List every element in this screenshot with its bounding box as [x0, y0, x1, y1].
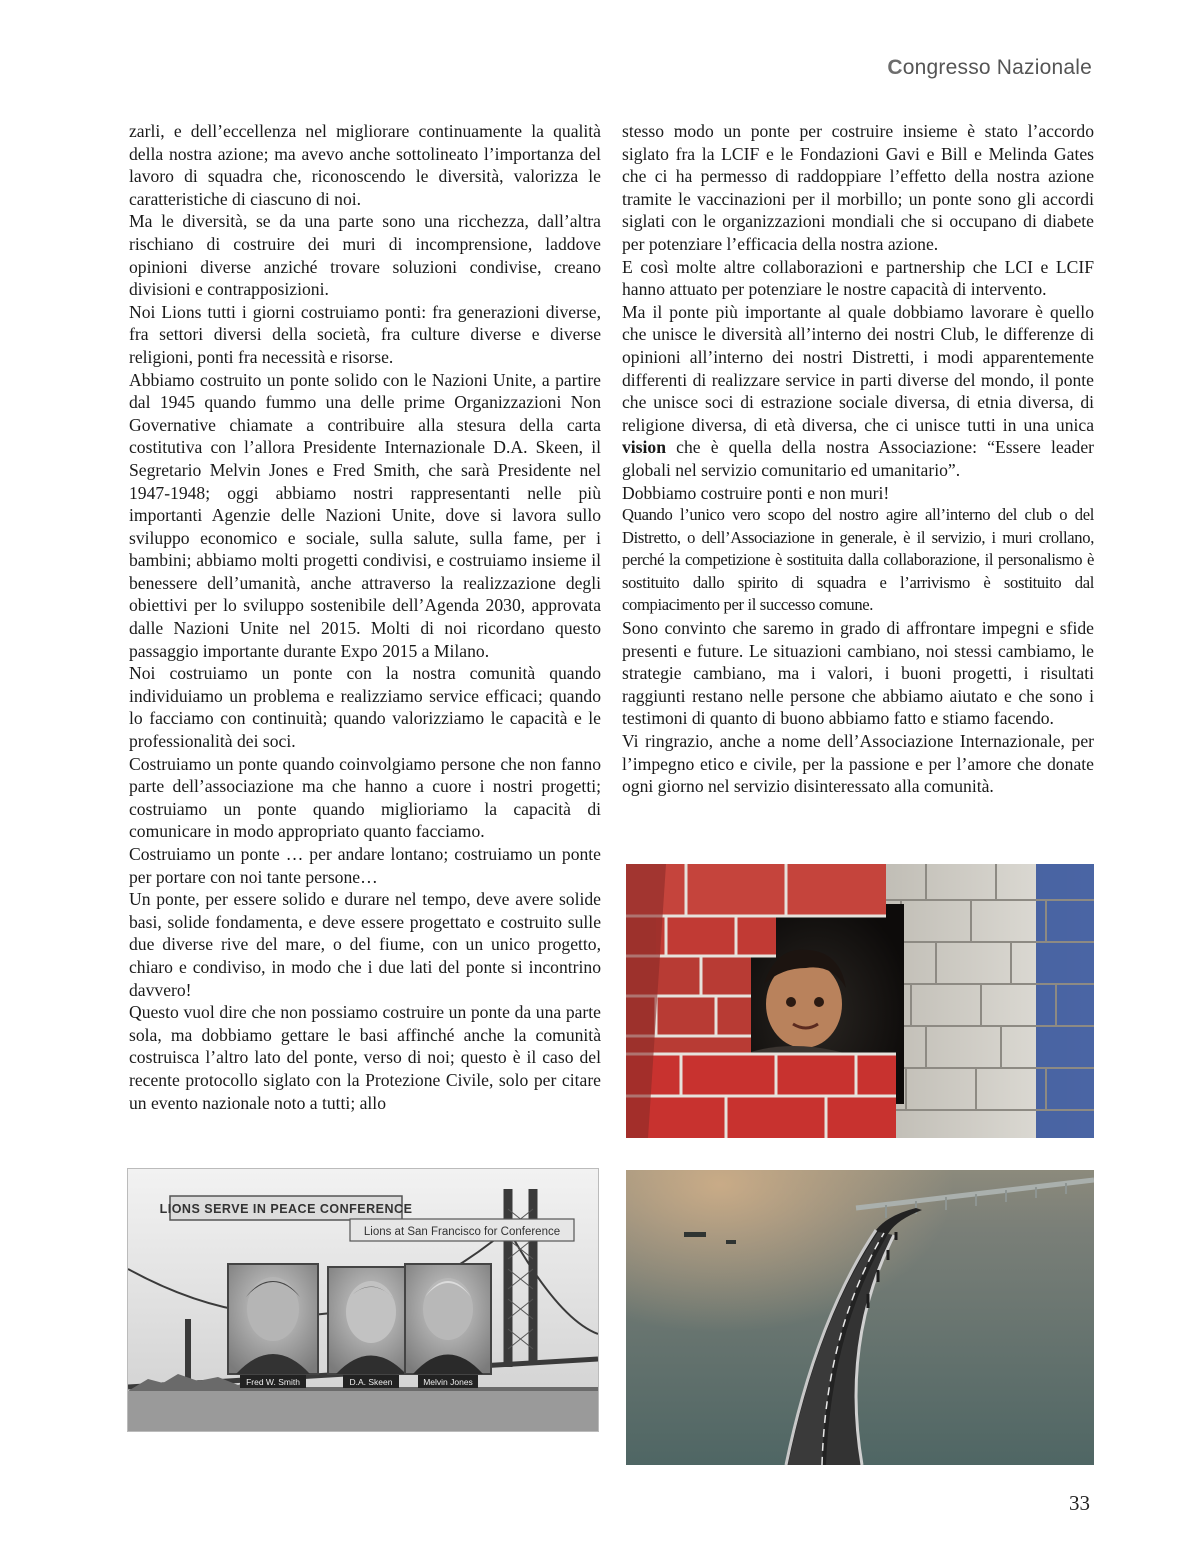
photo-lions-peace-conference [127, 1168, 599, 1432]
photo-sea-bridge [626, 1170, 1094, 1465]
paragraph: Costruiamo un ponte quando coinvolgiamo persone che non fanno parte dell’associazione ma che hanno a cuore i nostri progetti; costruiamo un ponte quando miglioriamo la capacità di comunicare in modo appropriato quanto facciamo. [129, 753, 601, 842]
portrait-fred-smith [228, 1264, 318, 1374]
paragraph: Un ponte, per essere solido e durare nel tempo, deve avere solide basi, solide fondamenta, e deve essere progettato e costruito sulle due diverse rive del mare, o del fiume, con un unico progetto, chiaro e condiviso, in modo che i due lati del ponte si incontrino davvero! [129, 889, 601, 1000]
banner-sub: Lions at San Francisco for Conference [363, 1226, 561, 1238]
caption-melvin-jones: Melvin Jones [423, 1377, 473, 1387]
caption-da-skeen: D.A. Skeen [349, 1377, 393, 1387]
banner-main: LIONS SERVE IN PEACE CONFERENCE [159, 1202, 413, 1216]
left-text-column [129, 120, 601, 1114]
right-text-column [622, 120, 1094, 798]
paragraph: Noi costruiamo un ponte con la nostra comunità quando individuiamo un problema e realizziamo service efficaci; quando lo facciamo con continuità; quando valorizziamo le capacità e le professionalità dei soci. [129, 663, 601, 752]
paragraph: Vi ringrazio, anche a nome dell’Associazione Internazionale, per l’impegno etico e civile, per la passione e per l’amore che donate ogni giorno nel servizio disinteressato alla comunità. [622, 731, 1094, 797]
photo-child-brick-wall [626, 864, 1094, 1138]
bold-word: vision [622, 437, 667, 458]
paragraph: Noi Lions tutti i giorni costruiamo ponti: fra generazioni diverse, fra settori diversi della società, fra culture diverse e diverse religioni, ponti fra necessità e risorse. [129, 301, 601, 367]
paragraph: Dobbiamo costruire ponti e non muri! [622, 482, 890, 503]
page-number: 33 [1069, 1491, 1090, 1515]
caption-fred-smith: Fred W. Smith [246, 1377, 300, 1387]
paragraph: Quando l’unico vero scopo del nostro agire all’interno del club o del Distretto, o dell’Associazione in generale, è il servizio, i muri crollano, perché la competizione è sostituita dalla collaborazione, il personalismo è sostituito dallo spirito di squadra e l’arrivismo è sostituito dal compiacimento per il successo comune. [622, 505, 1094, 615]
paragraph: Questo vuol dire che non possiamo costruire un ponte da una parte sola, ma dobbiamo gettare le basi affinché anche la comunità costruisca l’altro lato del ponte, verso di noi; questo è il caso del recente protocollo siglato con la Protezione Civile, solo per citare un evento nazionale noto a tutti; allo [129, 1002, 601, 1113]
running-header [887, 56, 1092, 80]
portrait-da-skeen [328, 1267, 414, 1374]
paragraph [622, 301, 1094, 482]
paragraph-text: che è quella della nostra Associazione: “Essere leader globali nel servizio comunitario ed umanitario”. [622, 437, 1094, 480]
paragraph: zarli, e dell’eccellenza nel migliorare continuamente la qualità della nostra azione; ma avevo anche sottolineato l’importanza del lavoro di squadra che, riconoscendo le diversità, valorizza le caratteristiche di ciascuno di noi. [129, 121, 601, 209]
paragraph: E così molte altre collaborazioni e partnership che LCI e LCIF hanno attuato per potenziare le nostre capacità di intervento. [622, 256, 1094, 300]
portrait-melvin-jones [405, 1264, 491, 1374]
paragraph: stesso modo un ponte per costruire insieme è stato l’accordo siglato fra la LCIF e le Fondazioni Gavi e Bill e Melinda Gates che ci ha permesso di raddoppiare l’effetto della nostra azione tramite le vaccinazioni per il morbillo; un ponte sono gli accordi siglati con le organizzazioni mondiali che si occupano di diabete per potenziare l’efficacia della nostra azione. [622, 121, 1094, 254]
paragraph: Costruiamo un ponte … per andare lontano; costruiamo un ponte per portare con noi tante persone… [129, 844, 601, 887]
paragraph: Abbiamo costruito un ponte solido con le Nazioni Unite, a partire dal 1945 quando fummo una delle prime Organizzazioni Non Governative chiamate a contribuire alla stesura della carta costitutiva con l’allora Presidente Internazionale D.A. Skeen, il Segretario Melvin Jones e Fred Smith, che sarà Presidente nel 1947-1948; oggi abbiamo nostri rappresentanti nelle più importanti Agenzie delle Nazioni Unite, dove si lavora sullo sviluppo economico e sociale, sulla salute, sulla fame, per i bambini; abbiamo molti progetti condivisi, e costruiamo insieme il benessere dell’umanità, anche attraverso la realizzazione degli obiettivi per lo sviluppo sostenibile dell’Agenda 2030, approvata dalle Nazioni Unite nel 2015. Molti di noi ricordano questo passaggio importante durante Expo 2015 a Milano. [129, 369, 601, 661]
paragraph: Ma le diversità, se da una parte sono una ricchezza, dall’altra rischiano di costruire dei muri di incomprensione, laddove opinioni diverse anziché trovare soluzioni condivise, creano divisioni e contrapposizioni. [129, 211, 601, 300]
header-rest: ongresso Nazionale [902, 56, 1092, 79]
header-initial: C [887, 56, 903, 79]
paragraph-text: Ma il ponte più importante al quale dobbiamo lavorare è quello che unisce le diversità all’interno dei nostri Club, le differenze di opinioni all’interno dei nostri Distretti, i modi apparentemente differenti di realizzare service in parti diverse del mondo, il ponte che unisce soci di estrazione sociale diversa, di etnia diversa, di religione diversa, di età diversa, che ci unisce tutti in una unica [622, 301, 1094, 435]
paragraph: Sono convinto che saremo in grado di affrontare impegni e sfide presenti e future. Le situazioni cambiano, noi stessi cambiamo, le strategie cambiano, ma i valori, i buoni progetti, i risultati raggiunti restano nelle persone che abbiamo aiutato e che sono i testimoni di quanto di buono abbiamo fatto e stiamo facendo. [622, 618, 1094, 729]
